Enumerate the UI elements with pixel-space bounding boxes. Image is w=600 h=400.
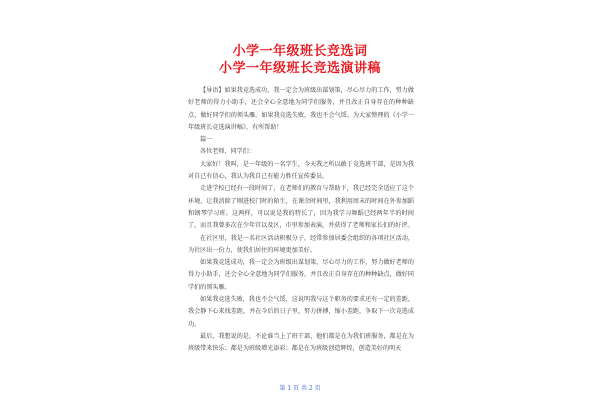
section-heading: 篇一: [200, 136, 213, 144]
intro-paragraph: 【导语】如果我竞选成功，我一定会为班级出谋划策，尽心尽力的工作，努力做好老师的得力小助手，还会全心全意地为同学们服务，并且改正自身存在的种种缺点，做好同学们的领头雁。如果我竞选失败，我也不会气馁。为大家整理的《小学一年级班长竞选演讲稿》，有所帮助！: [188, 87, 414, 131]
page-subtitle: 小学一年级班长竞选演讲稿: [218, 61, 381, 76]
document-body: [188, 85, 414, 356]
body-paragraph: 走进学校已经有一段时间了，在老师们的教育与帮助下，我已经完全适应了这个环境，让我消除了刚进校门时的陌生，在课余时间里，我利用周末的时间在外参加蹈和钢琴学习班。这两样，可以说是我的特长了，因为我学习舞蹈已经两年半的时间了，而且我曾多次在少年宫以及区，市里参加表演，并获得了老师和家长们的好评。: [188, 185, 414, 230]
body-paragraph: 如果我竞选成功，我一定会为班级出谋划策，尽心尽力的工作，努力做好老师的得力小助手，还会全心全意地为同学们服务，并且改正自身存在的种种缺点，做好同学们的领头雁。: [188, 259, 414, 291]
page-number-footer: 第 1 页 共 2 页: [279, 385, 321, 392]
body-paragraph: 如果我竞选失败，我也不会气馁，这说明我与这个职务的要求还有一定的差距，我会静下心来找差距，并在今后的日子里，努力拼搏，缩小差距，争取下一次竞选成功。: [188, 296, 414, 328]
body-paragraph: 最后，我想说的是，不论谁当上了班干部，他们都是在为我们班服务，都是在为班级带来快乐；都是为班级增光添彩；都是在为班级创造辉煌，创造美好的明天: [188, 332, 414, 353]
body-paragraph: 大家好！我叫，是一年级的一名学生，今天我之所以敢于竞选班干部，是因为我对自己有信心，我认为我自己有能力胜任宣传委员。: [188, 160, 414, 181]
salutation: 各位老师，同学们：: [200, 148, 255, 156]
page-title: 小学一年级班长竞选词: [232, 44, 368, 59]
body-paragraph: 在社区里，我是一名社区活动积极分子，经常参加居委会组织的各项社区活动，为社区出一份力，使我们居住的环境更加美好。: [188, 234, 414, 254]
